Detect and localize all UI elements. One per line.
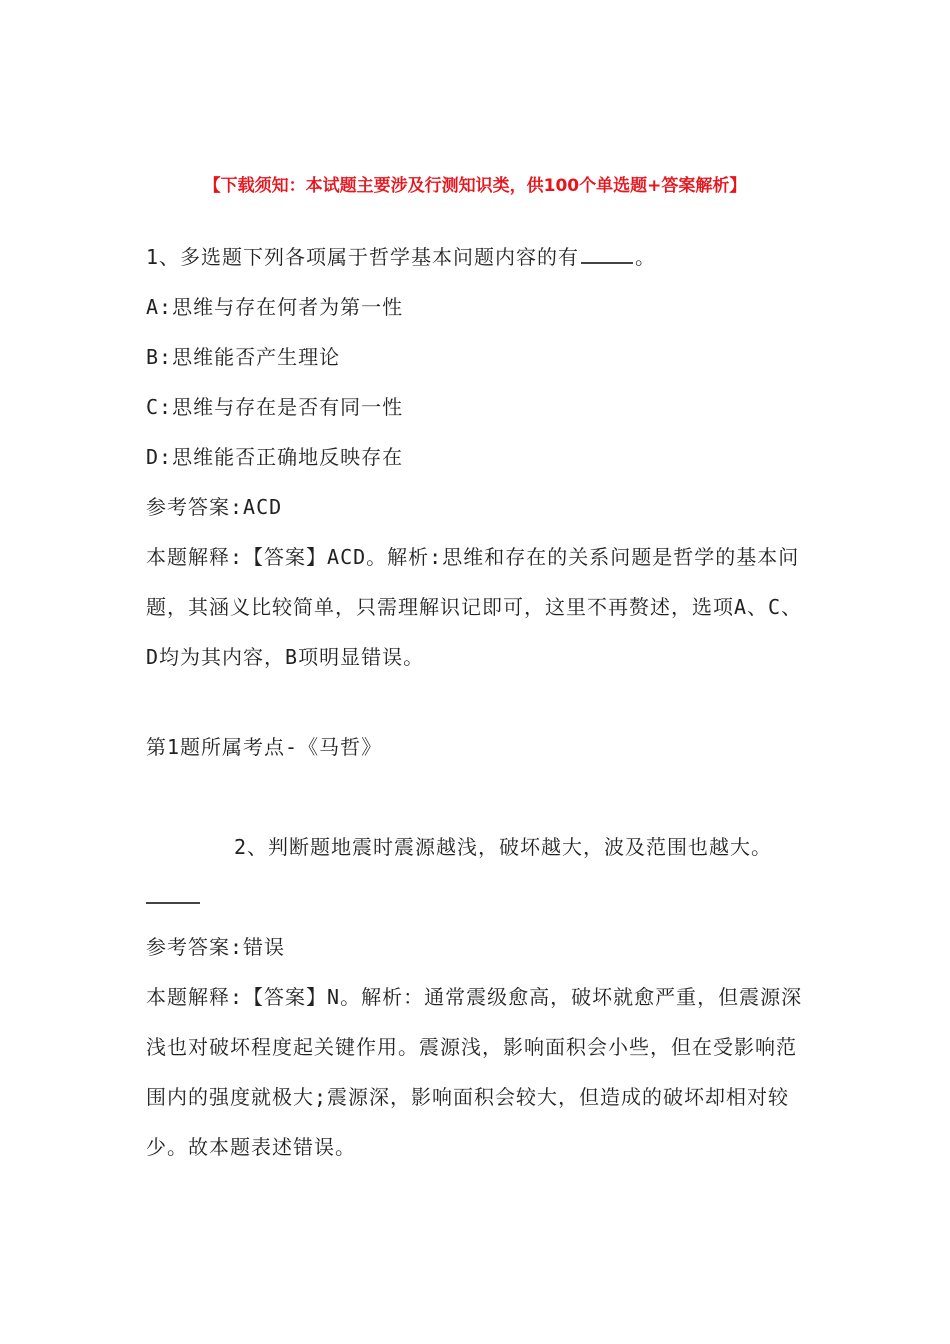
answer-blank: [146, 902, 200, 904]
q1-option-c: C:思维与存在是否有同一性: [146, 395, 404, 419]
q1-stem: [146, 232, 806, 282]
question-content: [146, 232, 806, 1172]
q1-option-b: B:思维能否产生理论: [146, 345, 341, 369]
spacer: [146, 772, 806, 822]
q2-explanation: 本题解释:【答案】N。解析：通常震级愈高，破坏就愈严重，但震源深浅也对破坏程度起关键作用。震源浅，影响面积会小些，但在受影响范围内的强度就极大;震源深，影响面积会较大，但造成的破坏却相对较少。故本题表述错误。: [146, 985, 803, 1159]
q1-stem-text: 1、多选题下列各项属于哲学基本问题内容的有: [146, 245, 580, 269]
q1-option-a: A:思维与存在何者为第一性: [146, 295, 404, 319]
spacer: [146, 682, 806, 722]
download-notice: 【下载须知：本试题主要涉及行测知识类，供100个单选题+答案解析】: [203, 176, 747, 196]
q1-answer: 参考答案:ACD: [146, 495, 283, 519]
q1-stem-end: 。: [635, 245, 657, 269]
answer-blank: [581, 262, 633, 264]
q2-stem: 2、判断题地震时震源越浅，破坏越大，波及范围也越大。: [234, 835, 773, 859]
q1-explanation: 本题解释:【答案】ACD。解析:思维和存在的关系问题是哲学的基本问题，其涵义比较简单，只需理解识记即可，这里不再赘述，选项A、C、D均为其内容，B项明显错误。: [146, 545, 803, 669]
q1-option-d: D:思维能否正确地反映存在: [146, 445, 404, 469]
q2-answer-blank-row: [146, 872, 806, 922]
q2-answer: 参考答案:错误: [146, 935, 286, 959]
q1-topic: 第1题所属考点-《马哲》: [146, 735, 383, 759]
